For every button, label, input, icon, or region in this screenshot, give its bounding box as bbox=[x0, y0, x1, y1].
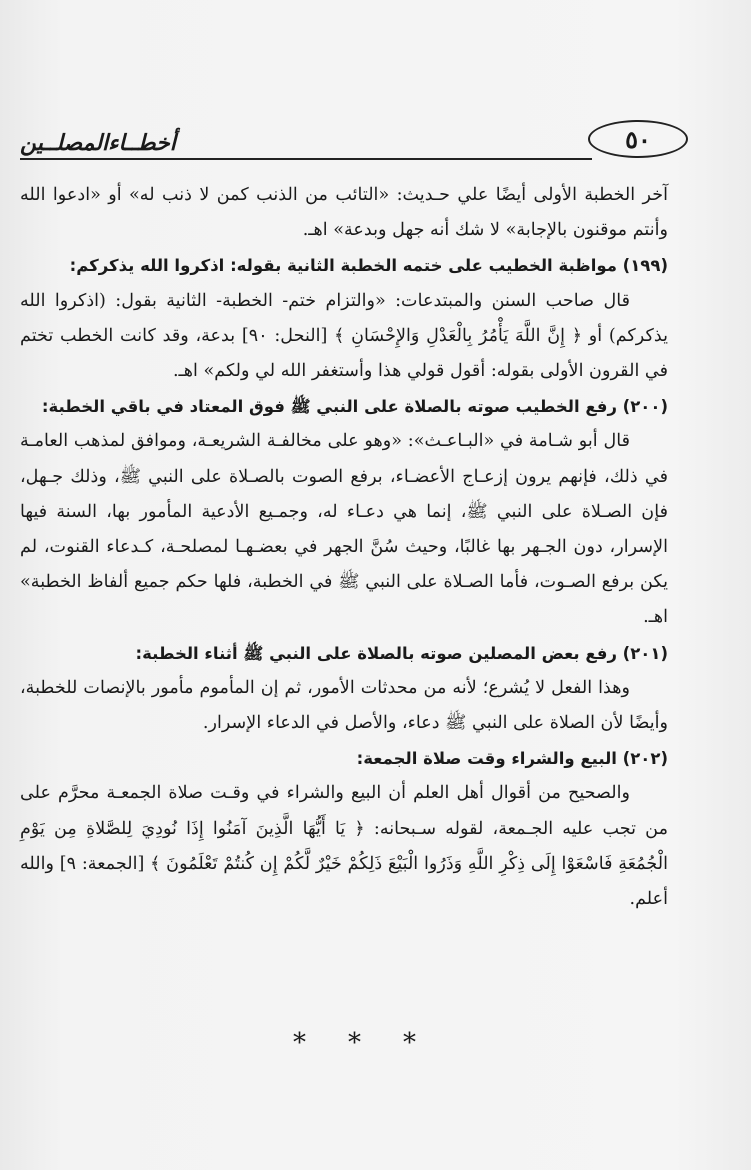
body-paragraph: قال أبو شـامة في «البـاعـث»: «وهو على مخالفـة الشريعـة، وموافق لمذهب العامـة في ذلك، فإنهم يرون إزعـاج الأعضـاء، برفع الصوت بالصـلاة على النبي ﷺ، وذلك جـهل، فإن الصـلاة على النبي ﷺ، إنما هي دعـاء له، وجمـيع الأدعية المأمور بها، السنة فيها الإسرار، دون الجـهر بها غالبًا، وحيث سُنَّ الجهر في بعضـهـا لمصلحـة، كـدعاء القنوت، لم يكن برفع الصـوت، فأما الصـلاة على النبي ﷺ في الخطبة، فلها حكم جميع ألفاظ الخطبة» اهـ. bbox=[20, 431, 668, 628]
section-heading: (٢٠٠) رفع الخطيب صوته بالصلاة على النبي ﷺ فوق المعتاد في باقي الخطبة: bbox=[41, 397, 668, 417]
body-paragraph: وهذا الفعل لا يُشرع؛ لأنه من محدثات الأمور، ثم إن المأموم مأمور بالإنصات للخطبة، وأيضًا لأن الصلاة على النبي ﷺ دعاء، والأصل في الدعاء الإسرار. bbox=[20, 677, 668, 734]
section-heading: (٢٠٢) البيع والشراء وقت صلاة الجمعة: bbox=[356, 749, 668, 769]
body-paragraph: آخر الخطبة الأولى أيضًا علي حـديث: «التائب من الذنب كمن لا ذنب له» أو «ادعوا الله وأنتم موقنون بالإجابة» لا شك أنه جهل وبدعة» اهـ. bbox=[20, 185, 668, 241]
section-separator: *** bbox=[293, 1028, 458, 1058]
body-paragraph: والصحيح من أقوال أهل العلم أن البيع والشراء في وقـت صلاة الجمعـة محرَّم على من تجب عليه الجـمعة، لقوله سـبحانه: ﴿ يَا أَيُّهَا الَّذِينَ آمَنُوا إِذَا نُودِيَ لِلصَّلاةِ مِن يَوْمِ الْجُمُعَةِ فَاسْعَوْا إِلَى ذِكْرِ اللَّهِ وَذَرُوا الْبَيْعَ ذَلِكُمْ خَيْرٌ لَّكُمْ إِن كُنتُمْ تَعْلَمُونَ ﴾ [الجمعة: ٩] والله أعلم. bbox=[20, 783, 668, 910]
section-heading: (٢٠١) رفع بعض المصلين صوته بالصلاة على النبي ﷺ أثناء الخطبة: bbox=[135, 643, 668, 663]
header-rule bbox=[20, 158, 592, 160]
section-heading: (١٩٩) مواظبة الخطيب على ختمه الخطبة الثانية بقوله: اذكروا الله يذكركم: bbox=[69, 256, 668, 276]
page-header bbox=[20, 112, 688, 164]
running-title: أخطــاءالمصلــين bbox=[20, 130, 176, 156]
page-number: ٥٠ bbox=[588, 120, 688, 158]
body-paragraph: قال صاحب السنن والمبتدعات: «والتزام ختم- الخطبة- الثانية بقول: (اذكروا الله يذكركم) أو ﴿ إِنَّ اللَّهَ يَأْمُرُ بِالْعَدْلِ وَالإِحْسَانِ ﴾ [النحل: ٩٠] بدعة، وقد كانت الخطب تختم في القرون الأولى بقوله: أقول قولي هذا وأستغفر الله لي ولكم» اهـ. bbox=[20, 290, 668, 382]
page-body bbox=[20, 178, 668, 917]
